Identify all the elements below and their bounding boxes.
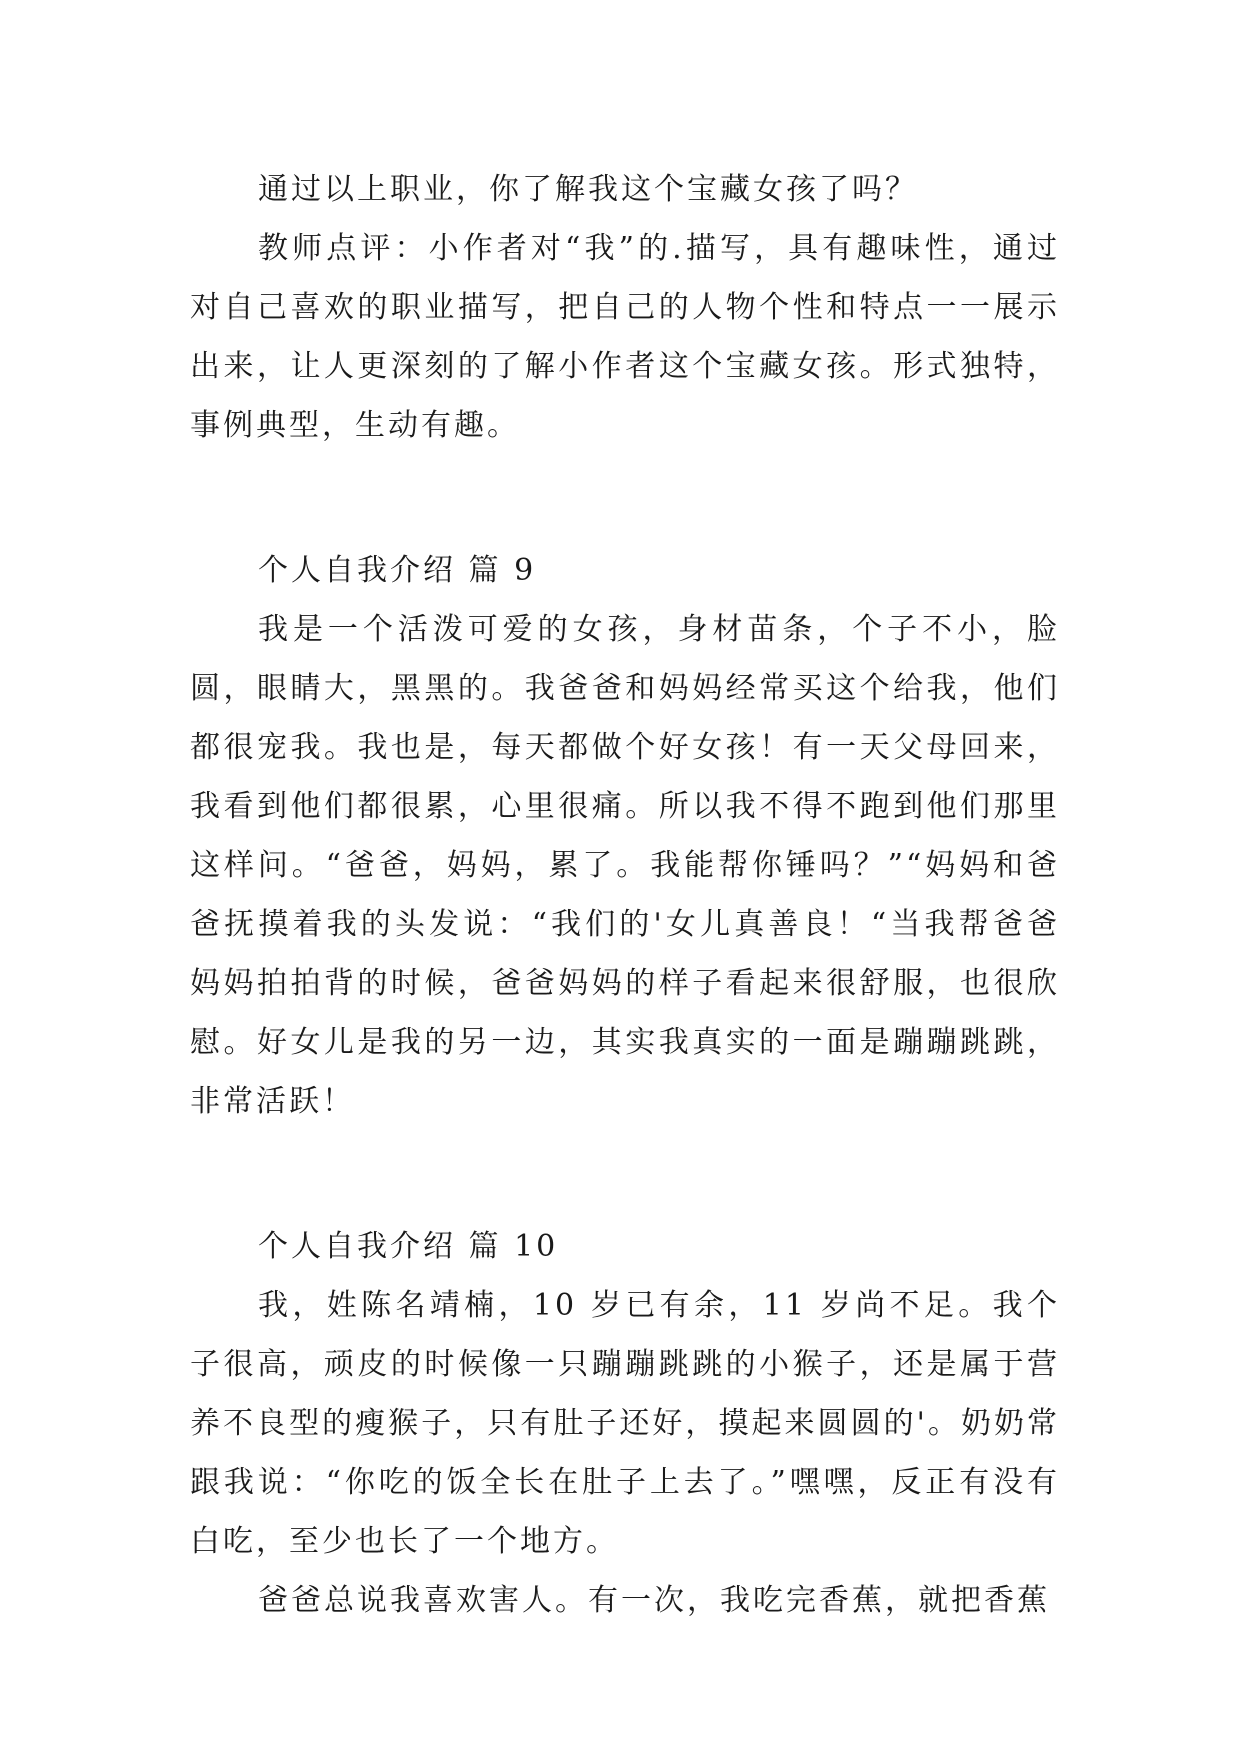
paragraph: 爸爸总说我喜欢害人。有一次，我吃完香蕉，就把香蕉 [258,1583,1050,1618]
paragraph: 通过以上职业，你了解我这个宝藏女孩了吗？ [258,172,918,207]
section-heading: 个人自我介绍 篇 10 [258,1229,559,1264]
paragraph: 我是一个活泼可爱的女孩，身材苗条，个子不小，脸圆，眼睛大，黑黑的。我爸爸和妈妈经常买这个给我，他们都很宠我。我也是，每天都做个好女孩！有一天父母回来，我看到他们都很累，心里很痛。所以我不得不跑到他们那里这样问。“爸爸，妈妈，累了。我能帮你锤吗？”“妈妈和爸爸抚摸着我的头发说：“我们的'女儿真善良！“当我帮爸爸妈妈拍拍背的时候，爸爸妈妈的样子看起来很舒服，也很欣慰。好女儿是我的另一边，其实我真实的一面是蹦蹦跳跳，非常活跃！ [190,612,1060,1119]
section-heading: 个人自我介绍 篇 9 [258,553,537,588]
section-gap [190,455,1060,541]
section-gap [190,1131,1060,1217]
document-page [190,160,1060,1630]
paragraph: 我，姓陈名靖楠，10 岁已有余，11 岁尚不足。我个子很高，顽皮的时候像一只蹦蹦跳跳的小猴子，还是属于营养不良型的瘦猴子，只有肚子还好，摸起来圆圆的'。奶奶常跟我说：“你吃的饭全长在肚子上去了。”嘿嘿，反正有没有白吃，至少也长了一个地方。 [190,1288,1060,1559]
paragraph: 教师点评：小作者对“我”的.描写，具有趣味性，通过对自己喜欢的职业描写，把自己的人物个性和特点一一展示出来，让人更深刻的了解小作者这个宝藏女孩。形式独特，事例典型，生动有趣。 [190,231,1060,443]
